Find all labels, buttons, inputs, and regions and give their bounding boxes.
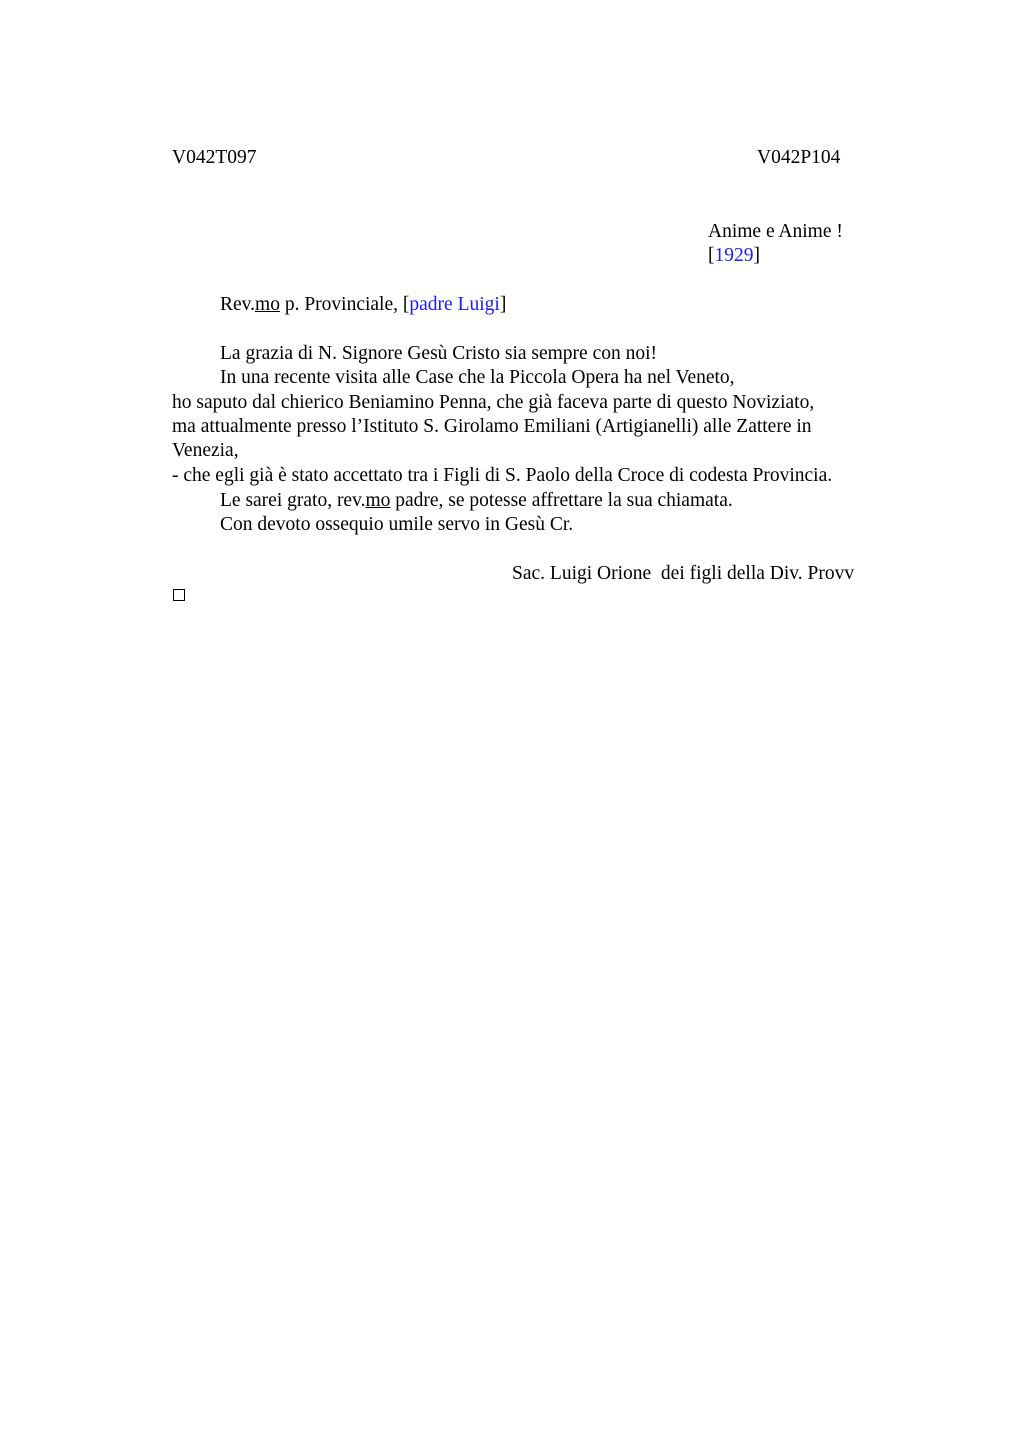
salutation-middle: p. Provinciale, [ xyxy=(279,294,410,315)
body-line-7 xyxy=(220,489,733,513)
date-link[interactable]: 1929 xyxy=(714,245,754,266)
body-line-1: La grazia di N. Signore Gesù Cristo sia sempre con noi! xyxy=(220,343,658,364)
motto: Anime e Anime ! xyxy=(708,221,843,242)
body-line-3: ho saputo dal chierico Beniamino Penna, che già faceva parte di questo Noviziato, xyxy=(172,392,815,413)
letter-date xyxy=(708,244,760,268)
document-code-right: V042P104 xyxy=(757,147,841,168)
date-bracket-close: ] xyxy=(753,245,760,266)
salutation-abbrev: mo xyxy=(255,294,280,315)
body-line-7-prefix: Le sarei grato, rev. xyxy=(220,490,366,511)
signature: Sac. Luigi Orione dei figli della Div. Provv xyxy=(512,563,855,584)
body-line-6: - che egli già è stato accettato tra i Figli di S. Paolo della Croce di codesta Provincia. xyxy=(172,465,833,486)
document-code-left: V042T097 xyxy=(172,147,257,168)
body-line-7-abbrev: mo xyxy=(365,490,391,511)
recipient-link[interactable]: padre Luigi xyxy=(409,294,500,315)
closing-line: Con devoto ossequio umile servo in Gesù Cr. xyxy=(220,514,574,535)
body-line-4: ma attualmente presso l’Istituto S. Girolamo Emiliani (Artigianelli) alle Zattere in xyxy=(172,416,812,437)
salutation xyxy=(220,293,506,317)
end-of-document-box-icon xyxy=(173,589,185,601)
salutation-prefix: Rev. xyxy=(220,294,256,315)
date-bracket-open: [ xyxy=(708,245,715,266)
body-line-7-suffix: padre, se potesse affrettare la sua chiamata. xyxy=(390,490,733,511)
body-line-5: Venezia, xyxy=(172,440,239,461)
salutation-suffix: ] xyxy=(499,294,507,315)
body-line-2: In una recente visita alle Case che la Piccola Opera ha nel Veneto, xyxy=(220,367,735,388)
